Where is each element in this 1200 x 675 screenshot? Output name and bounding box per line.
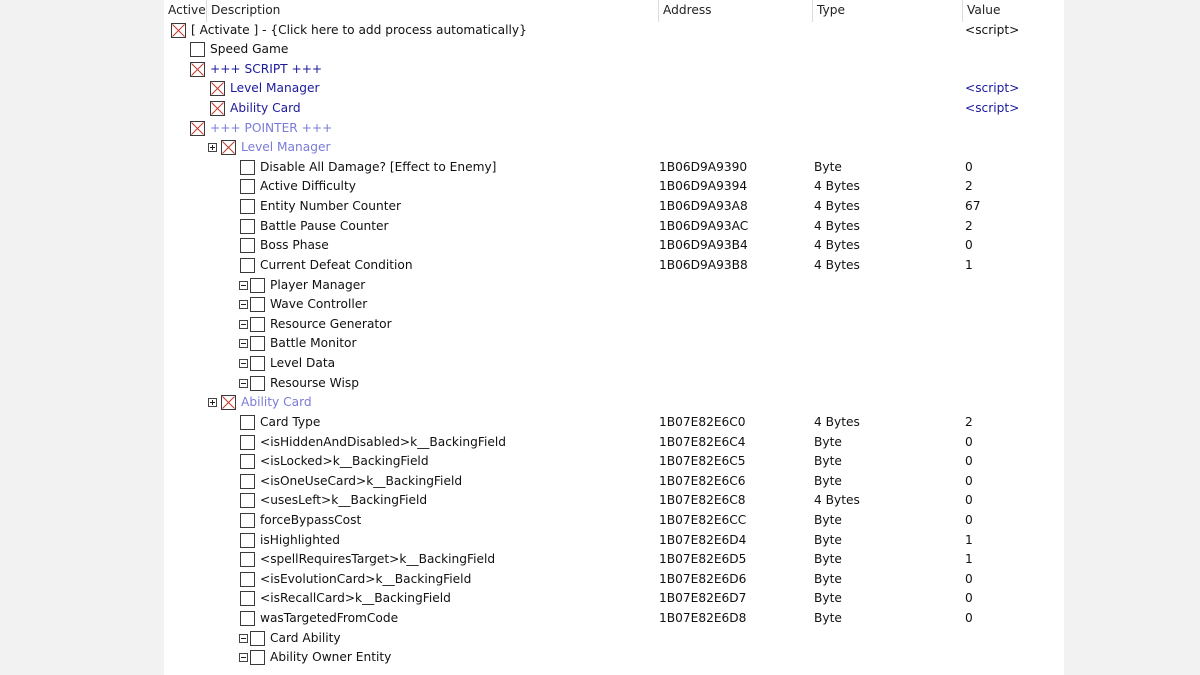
- row-value[interactable]: 0: [965, 473, 973, 488]
- active-checkbox[interactable]: [171, 23, 186, 38]
- row-address: 1B07E82E6C8: [659, 493, 746, 508]
- table-row[interactable]: [164, 99, 1064, 119]
- table-row[interactable]: [164, 648, 1064, 668]
- active-checkbox[interactable]: [190, 42, 205, 57]
- row-type: 4 Bytes: [814, 238, 860, 253]
- row-address: 1B07E82E6D5: [659, 552, 747, 567]
- active-checkbox[interactable]: [240, 219, 255, 234]
- collapse-minus-icon[interactable]: [239, 379, 248, 388]
- row-address: 1B07E82E6C4: [659, 434, 746, 449]
- row-value[interactable]: 0: [965, 571, 973, 586]
- table-row[interactable]: [164, 334, 1064, 354]
- active-checkbox[interactable]: [221, 395, 236, 410]
- header-type[interactable]: Type: [813, 0, 963, 22]
- row-description: Resourse Wisp: [270, 375, 359, 390]
- active-checkbox[interactable]: [190, 121, 205, 136]
- row-type: Byte: [814, 454, 842, 469]
- row-description: forceBypassCost: [260, 513, 362, 527]
- row-description: Current Defeat Condition: [260, 257, 413, 272]
- header-description[interactable]: Description: [207, 0, 659, 22]
- row-description: Player Manager: [270, 277, 366, 292]
- active-checkbox[interactable]: [250, 650, 265, 665]
- active-checkbox[interactable]: [240, 533, 255, 548]
- row-description: Battle Monitor: [270, 336, 357, 351]
- row-description: Entity Number Counter: [260, 199, 401, 214]
- active-checkbox[interactable]: [250, 356, 265, 371]
- row-type: 4 Bytes: [814, 493, 860, 508]
- row-description: isHighlighted: [260, 532, 340, 547]
- row-description: Resource Generator: [270, 316, 392, 331]
- row-address: 1B06D9A93B4: [659, 238, 748, 253]
- header-address[interactable]: Address: [659, 0, 813, 22]
- active-checkbox[interactable]: [250, 336, 265, 351]
- table-row[interactable]: [164, 138, 1064, 158]
- table-row[interactable]: [164, 60, 1064, 80]
- table-row[interactable]: [164, 21, 1064, 41]
- row-type: 4 Bytes: [814, 179, 860, 194]
- row-address: 1B07E82E6D6: [659, 571, 747, 586]
- row-address: 1B06D9A9390: [659, 159, 748, 174]
- row-description: Level Data: [270, 356, 336, 371]
- row-value[interactable]: 0: [965, 513, 973, 527]
- row-type: 4 Bytes: [814, 414, 860, 429]
- table-row[interactable]: [164, 609, 1064, 629]
- row-type: Byte: [814, 513, 842, 527]
- table-row[interactable]: [164, 158, 1064, 178]
- table-row[interactable]: [164, 374, 1064, 394]
- table-row[interactable]: [164, 119, 1064, 139]
- collapse-minus-icon[interactable]: [239, 359, 248, 368]
- table-row[interactable]: [164, 393, 1064, 413]
- table-row[interactable]: [164, 433, 1064, 453]
- header-value[interactable]: Value: [967, 3, 1001, 17]
- table-row[interactable]: [164, 256, 1064, 276]
- active-checkbox[interactable]: [240, 435, 255, 450]
- active-checkbox[interactable]: [221, 140, 236, 155]
- row-type: Byte: [814, 159, 842, 174]
- row-address: 1B07E82E6C0: [659, 414, 746, 429]
- row-type: Byte: [814, 473, 842, 488]
- row-type: Byte: [814, 552, 842, 567]
- row-value[interactable]: 67: [965, 199, 981, 214]
- row-description: +++ SCRIPT +++: [210, 61, 323, 76]
- table-row[interactable]: [164, 236, 1064, 256]
- active-checkbox[interactable]: [240, 258, 255, 273]
- active-checkbox[interactable]: [240, 591, 255, 606]
- row-type: 4 Bytes: [814, 257, 860, 272]
- row-value[interactable]: 0: [965, 159, 973, 174]
- row-description: Battle Pause Counter: [260, 218, 389, 233]
- active-checkbox[interactable]: [240, 474, 255, 489]
- row-description: wasTargetedFromCode: [260, 611, 399, 626]
- table-row[interactable]: [164, 413, 1064, 433]
- table-row[interactable]: [164, 276, 1064, 296]
- row-description: +++ POINTER +++: [210, 120, 333, 135]
- table-row[interactable]: [164, 354, 1064, 374]
- row-description: Disable All Damage? [Effect to Enemy]: [260, 159, 497, 174]
- row-description: <isRecallCard>k__BackingField: [260, 591, 451, 606]
- table-row[interactable]: [164, 40, 1064, 60]
- active-checkbox[interactable]: [240, 611, 255, 626]
- active-checkbox[interactable]: [240, 572, 255, 587]
- row-type: Byte: [814, 611, 842, 626]
- table-row[interactable]: [164, 177, 1064, 197]
- row-description: [ Activate ] - {Click here to add process automatically}: [191, 22, 527, 37]
- active-checkbox[interactable]: [240, 199, 255, 214]
- row-description: Boss Phase: [260, 238, 329, 253]
- active-checkbox[interactable]: [250, 631, 265, 646]
- row-description: Speed Game: [210, 42, 289, 57]
- collapse-minus-icon[interactable]: [239, 339, 248, 348]
- row-description: Active Difficulty: [260, 179, 356, 194]
- active-checkbox[interactable]: [210, 101, 225, 116]
- row-description: <usesLeft>k__BackingField: [260, 493, 428, 508]
- row-address: 1B07E82E6C6: [659, 473, 746, 488]
- active-checkbox[interactable]: [250, 278, 265, 293]
- row-address: 1B07E82E6C5: [659, 454, 746, 469]
- table-row[interactable]: [164, 452, 1064, 472]
- left-backdrop: [0, 0, 164, 675]
- row-description: <isEvolutionCard>k__BackingField: [260, 571, 472, 586]
- row-value[interactable]: 0: [965, 611, 973, 626]
- row-address: 1B06D9A93AC: [659, 218, 749, 233]
- expand-plus-icon[interactable]: [208, 398, 217, 407]
- row-value[interactable]: 0: [965, 434, 973, 449]
- table-row[interactable]: [164, 550, 1064, 570]
- row-value[interactable]: 2: [965, 414, 973, 429]
- collapse-minus-icon[interactable]: [239, 653, 248, 662]
- active-checkbox[interactable]: [240, 179, 255, 194]
- active-checkbox[interactable]: [250, 376, 265, 391]
- row-value[interactable]: 0: [965, 591, 973, 606]
- row-value[interactable]: 0: [965, 238, 973, 253]
- row-type: Byte: [814, 591, 842, 606]
- row-description: <isLocked>k__BackingField: [260, 454, 429, 469]
- row-description: Ability Owner Entity: [270, 650, 392, 665]
- expand-plus-icon[interactable]: [208, 143, 217, 152]
- row-address: 1B06D9A93A8: [659, 199, 748, 214]
- row-type: 4 Bytes: [814, 218, 860, 233]
- row-description: <spellRequiresTarget>k__BackingField: [260, 552, 496, 567]
- active-checkbox[interactable]: [240, 160, 255, 175]
- row-description: <isOneUseCard>k__BackingField: [260, 473, 463, 488]
- row-value[interactable]: <script>: [965, 81, 1020, 96]
- table-row[interactable]: [164, 531, 1064, 551]
- row-type: 4 Bytes: [814, 199, 860, 214]
- active-checkbox[interactable]: [240, 415, 255, 430]
- table-row[interactable]: [164, 217, 1064, 237]
- row-description: Ability Card: [241, 395, 312, 410]
- active-checkbox[interactable]: [190, 62, 205, 77]
- row-description: Ability Card: [230, 100, 301, 115]
- column-header: [164, 0, 1064, 22]
- table-row[interactable]: [164, 629, 1064, 649]
- row-value[interactable]: 1: [965, 532, 973, 547]
- table-row[interactable]: [164, 491, 1064, 511]
- row-value[interactable]: <script>: [965, 100, 1020, 115]
- table-row[interactable]: [164, 570, 1064, 590]
- row-address: 1B06D9A9394: [659, 179, 748, 194]
- table-row[interactable]: [164, 295, 1064, 315]
- row-address: 1B07E82E6D8: [659, 611, 747, 626]
- collapse-minus-icon[interactable]: [239, 320, 248, 329]
- active-checkbox[interactable]: [240, 493, 255, 508]
- row-type: Byte: [814, 532, 842, 547]
- row-description: Level Manager: [230, 81, 320, 96]
- row-value[interactable]: 0: [965, 493, 973, 508]
- row-value[interactable]: 0: [965, 454, 973, 469]
- row-address: 1B07E82E6D7: [659, 591, 747, 606]
- row-value[interactable]: 2: [965, 218, 973, 233]
- row-description: <isHiddenAndDisabled>k__BackingField: [260, 434, 506, 449]
- row-description: Card Ability: [270, 630, 341, 645]
- row-value[interactable]: 2: [965, 179, 973, 194]
- cheat-table: [164, 0, 1064, 675]
- collapse-minus-icon[interactable]: [239, 300, 248, 309]
- row-address: 1B06D9A93B8: [659, 257, 748, 272]
- row-address: 1B07E82E6D4: [659, 532, 747, 547]
- header-active[interactable]: Active: [164, 0, 207, 22]
- active-checkbox[interactable]: [240, 238, 255, 253]
- active-checkbox[interactable]: [240, 513, 255, 528]
- row-description: Wave Controller: [270, 297, 368, 312]
- table-row[interactable]: [164, 589, 1064, 609]
- collapse-minus-icon[interactable]: [239, 634, 248, 643]
- table-row[interactable]: [164, 197, 1064, 217]
- right-backdrop: [1064, 0, 1200, 675]
- row-value[interactable]: 1: [965, 257, 973, 272]
- table-row[interactable]: [164, 511, 1064, 531]
- row-address: 1B07E82E6CC: [659, 513, 747, 527]
- row-value[interactable]: 1: [965, 552, 973, 567]
- row-description: Level Manager: [241, 140, 331, 155]
- row-value[interactable]: <script>: [965, 22, 1020, 37]
- active-checkbox[interactable]: [250, 297, 265, 312]
- active-checkbox[interactable]: [210, 81, 225, 96]
- table-row[interactable]: [164, 315, 1064, 335]
- active-checkbox[interactable]: [250, 317, 265, 332]
- active-checkbox[interactable]: [240, 552, 255, 567]
- collapse-minus-icon[interactable]: [239, 281, 248, 290]
- row-type: Byte: [814, 434, 842, 449]
- table-row[interactable]: [164, 79, 1064, 99]
- row-description: Card Type: [260, 414, 321, 429]
- row-type: Byte: [814, 571, 842, 586]
- active-checkbox[interactable]: [240, 454, 255, 469]
- table-row[interactable]: [164, 472, 1064, 492]
